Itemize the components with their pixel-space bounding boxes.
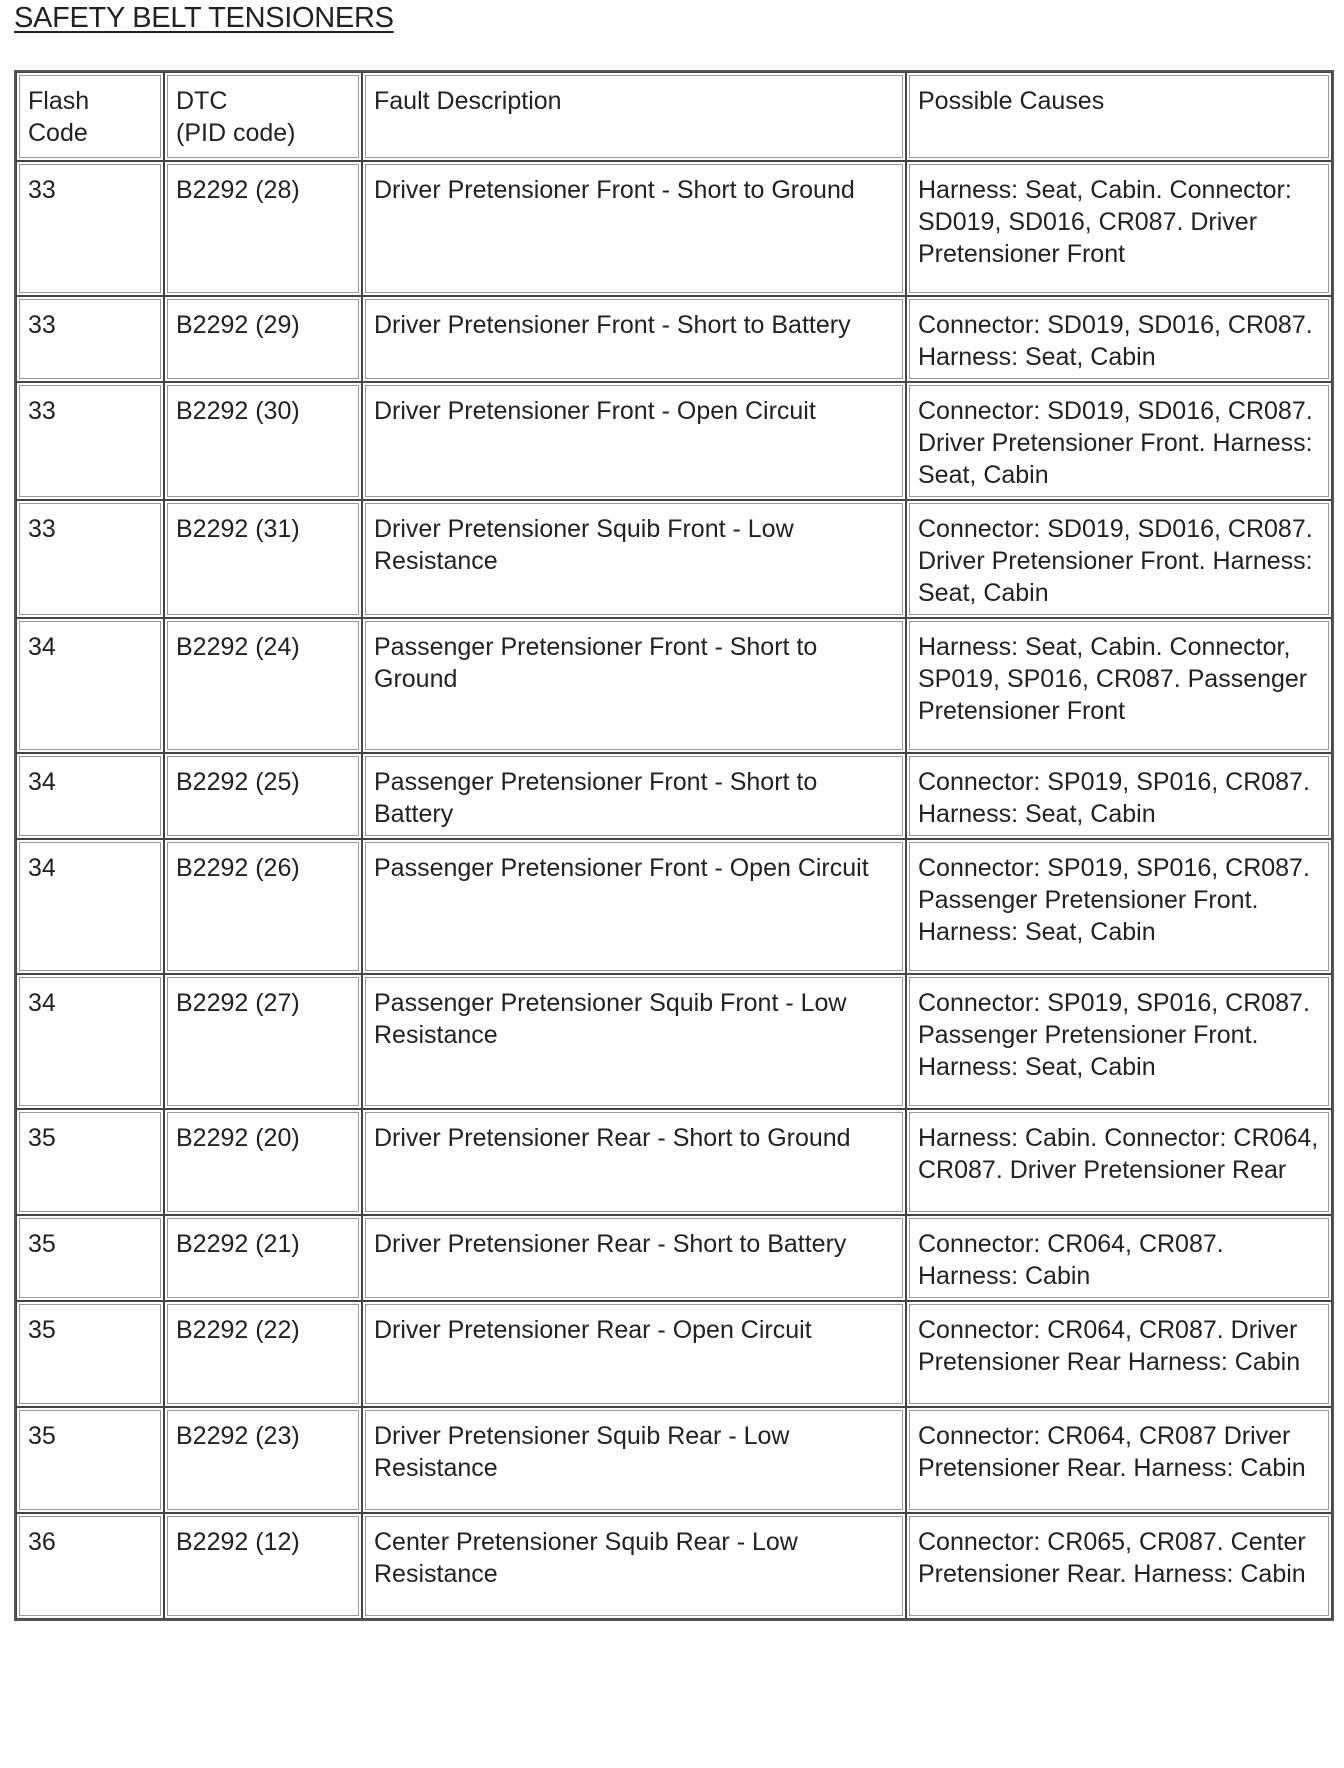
- possible-causes-cell: Harness: Seat, Cabin. Connector, SP019, SP016, CR087. Passenger Pretensioner Front: [906, 618, 1332, 753]
- table-row: [16, 296, 1332, 382]
- fault-description-cell: Driver Pretensioner Front - Short to Battery: [362, 296, 906, 382]
- flash-code-cell: 33: [16, 500, 164, 618]
- possible-causes-cell: Connector: CR064, CR087. Driver Pretensioner Rear Harness: Cabin: [906, 1301, 1332, 1407]
- fault-description-cell: Driver Pretensioner Squib Rear - Low Resistance: [362, 1407, 906, 1513]
- dtc-cell: B2292 (29): [164, 296, 362, 382]
- fault-description-cell: Driver Pretensioner Rear - Open Circuit: [362, 1301, 906, 1407]
- possible-causes-cell: Connector: SD019, SD016, CR087. Harness: Seat, Cabin: [906, 296, 1332, 382]
- table-row: [16, 618, 1332, 753]
- possible-causes-cell: Connector: CR064, CR087. Harness: Cabin: [906, 1215, 1332, 1301]
- fault-description-cell: Passenger Pretensioner Front - Short to Ground: [362, 618, 906, 753]
- flash-code-cell: 34: [16, 753, 164, 839]
- dtc-cell: B2292 (27): [164, 974, 362, 1109]
- fault-description-cell: Passenger Pretensioner Front - Open Circuit: [362, 839, 906, 974]
- dtc-cell: B2292 (26): [164, 839, 362, 974]
- fault-description-cell: Passenger Pretensioner Front - Short to Battery: [362, 753, 906, 839]
- fault-code-table: [14, 70, 1334, 1621]
- flash-code-cell: 35: [16, 1215, 164, 1301]
- header-flash-code: Flash Code: [16, 72, 164, 161]
- flash-code-cell: 33: [16, 296, 164, 382]
- flash-code-cell: 34: [16, 618, 164, 753]
- possible-causes-cell: Connector: SP019, SP016, CR087. Passenger Pretensioner Front. Harness: Seat, Cabin: [906, 839, 1332, 974]
- flash-code-cell: 36: [16, 1513, 164, 1619]
- dtc-cell: B2292 (20): [164, 1109, 362, 1215]
- possible-causes-cell: Harness: Seat, Cabin. Connector: SD019, SD016, CR087. Driver Pretensioner Front: [906, 161, 1332, 296]
- dtc-cell: B2292 (22): [164, 1301, 362, 1407]
- flash-code-cell: 34: [16, 839, 164, 974]
- dtc-cell: B2292 (28): [164, 161, 362, 296]
- table-row: [16, 1215, 1332, 1301]
- table-row: [16, 1407, 1332, 1513]
- possible-causes-cell: Harness: Cabin. Connector: CR064, CR087. Driver Pretensioner Rear: [906, 1109, 1332, 1215]
- table-row: [16, 500, 1332, 618]
- possible-causes-cell: Connector: SP019, SP016, CR087. Passenger Pretensioner Front. Harness: Seat, Cabin: [906, 974, 1332, 1109]
- dtc-cell: B2292 (25): [164, 753, 362, 839]
- dtc-cell: B2292 (31): [164, 500, 362, 618]
- possible-causes-cell: Connector: SP019, SP016, CR087. Harness: Seat, Cabin: [906, 753, 1332, 839]
- dtc-cell: B2292 (30): [164, 382, 362, 500]
- header-dtc: DTC (PID code): [164, 72, 362, 161]
- dtc-cell: B2292 (12): [164, 1513, 362, 1619]
- dtc-cell: B2292 (24): [164, 618, 362, 753]
- dtc-cell: B2292 (21): [164, 1215, 362, 1301]
- flash-code-cell: 34: [16, 974, 164, 1109]
- table-row: [16, 1301, 1332, 1407]
- dtc-cell: B2292 (23): [164, 1407, 362, 1513]
- header-fault-description: Fault Description: [362, 72, 906, 161]
- possible-causes-cell: Connector: CR065, CR087. Center Pretensioner Rear. Harness: Cabin: [906, 1513, 1332, 1619]
- table-row: [16, 974, 1332, 1109]
- flash-code-cell: 33: [16, 382, 164, 500]
- fault-description-cell: Driver Pretensioner Front - Short to Ground: [362, 161, 906, 296]
- flash-code-cell: 35: [16, 1407, 164, 1513]
- flash-code-cell: 33: [16, 161, 164, 296]
- fault-description-cell: Passenger Pretensioner Squib Front - Low Resistance: [362, 974, 906, 1109]
- table-row: [16, 382, 1332, 500]
- fault-description-cell: Center Pretensioner Squib Rear - Low Resistance: [362, 1513, 906, 1619]
- possible-causes-cell: Connector: SD019, SD016, CR087. Driver Pretensioner Front. Harness: Seat, Cabin: [906, 500, 1332, 618]
- table-row: [16, 161, 1332, 296]
- fault-description-cell: Driver Pretensioner Front - Open Circuit: [362, 382, 906, 500]
- document-title: SAFETY BELT TENSIONERS: [14, 2, 394, 34]
- flash-code-cell: 35: [16, 1301, 164, 1407]
- fault-description-cell: Driver Pretensioner Rear - Short to Battery: [362, 1215, 906, 1301]
- table-row: [16, 839, 1332, 974]
- fault-description-cell: Driver Pretensioner Rear - Short to Ground: [362, 1109, 906, 1215]
- table-row: [16, 1513, 1332, 1619]
- possible-causes-cell: Connector: SD019, SD016, CR087. Driver Pretensioner Front. Harness: Seat, Cabin: [906, 382, 1332, 500]
- fault-description-cell: Driver Pretensioner Squib Front - Low Resistance: [362, 500, 906, 618]
- table-header-row: [16, 72, 1332, 161]
- possible-causes-cell: Connector: CR064, CR087 Driver Pretensioner Rear. Harness: Cabin: [906, 1407, 1332, 1513]
- table-row: [16, 753, 1332, 839]
- flash-code-cell: 35: [16, 1109, 164, 1215]
- table-body: [16, 161, 1332, 1619]
- table-row: [16, 1109, 1332, 1215]
- header-possible-causes: Possible Causes: [906, 72, 1332, 161]
